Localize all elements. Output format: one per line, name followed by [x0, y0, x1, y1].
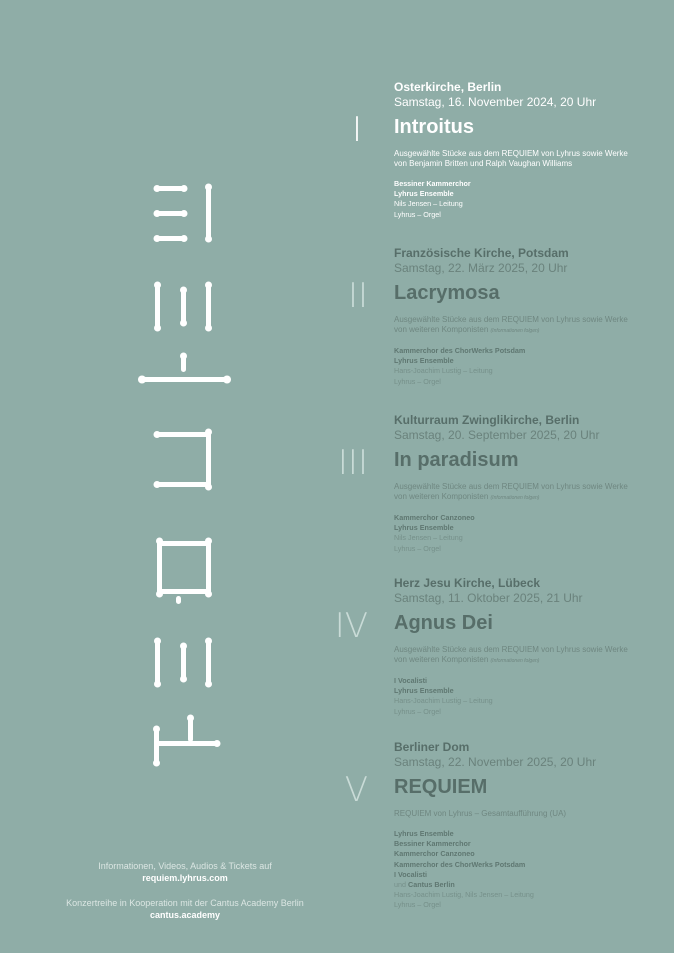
logo-letter-m: [154, 282, 212, 332]
coop-footer: [0, 897, 370, 921]
concert-title: REQUIEM: [394, 776, 488, 798]
performer: Bessiner Kammerchor: [394, 179, 471, 188]
performer: Lyhrus Ensemble: [394, 189, 454, 199]
logo-letter-q: [156, 538, 212, 605]
info-link[interactable]: requiem.lyhrus.com: [142, 873, 228, 883]
concert-block: [394, 740, 664, 911]
concert-description: [394, 482, 634, 503]
performer-and-line: [394, 880, 664, 890]
performer: Kammerchor Canzoneo: [394, 849, 475, 859]
performer: I Vocalisti: [394, 676, 428, 685]
concert-block: [394, 246, 664, 387]
concert-date: Samstag, 20. September 2025, 20 Uhr: [394, 428, 600, 442]
concert-title: Lacrymosa: [394, 282, 500, 304]
performer-role: Hans-Joachim Lustig – Leitung: [394, 366, 493, 376]
concert-block: [394, 576, 664, 717]
concert-venue: Kulturraum Zwinglikirche, Berlin: [394, 413, 580, 427]
info-footer: [0, 860, 370, 884]
performer-role: Lyhrus – Orgel: [394, 706, 441, 716]
performer-role: Nils Jensen – Leitung: [394, 533, 463, 543]
concert-description: [394, 645, 634, 666]
concert-numeral: I: [351, 110, 362, 150]
concert-description: [394, 315, 634, 336]
info-line: Informationen, Videos, Audios & Tickets auf: [98, 861, 272, 871]
concert-title: Agnus Dei: [394, 612, 493, 634]
performer: Lyhrus Ensemble: [394, 686, 454, 696]
description-text: Ausgewählte Stücke aus dem REQUIEM von Lyhrus sowie Werke von weiteren Komponisten: [394, 315, 628, 334]
performer: Lyhrus Ensemble: [394, 523, 454, 533]
concert-date: Samstag, 22. März 2025, 20 Uhr: [394, 261, 568, 275]
performer: I Vocalisti: [394, 869, 428, 879]
description-note: (Informationen folgen): [490, 495, 540, 501]
concert-block: [394, 413, 664, 554]
performer: Cantus Berlin: [408, 880, 455, 890]
performer-role: Hans-Joachim Lustig – Leitung: [394, 696, 493, 706]
coop-link[interactable]: cantus.academy: [149, 910, 221, 920]
performer-role: Hans-Joachim Lustig, Nils Jensen – Leitung: [394, 890, 534, 900]
concert-numeral: II: [347, 276, 368, 316]
concert-date: Samstag, 11. Oktober 2025, 21 Uhr: [394, 591, 583, 605]
performers: [394, 346, 664, 387]
performer-role: Lyhrus – Orgel: [394, 376, 441, 386]
performers: [394, 179, 664, 220]
concert-venue: Berliner Dom: [394, 740, 470, 754]
concert-date: Samstag, 22. November 2025, 20 Uhr: [394, 755, 597, 769]
performer: Bessiner Kammerchor: [394, 839, 471, 849]
concert-date: Samstag, 16. November 2024, 20 Uhr: [394, 95, 597, 109]
performers: [394, 676, 664, 717]
performer: Lyhrus Ensemble: [394, 829, 454, 838]
performer-role: Lyhrus – Orgel: [394, 900, 441, 910]
description-text: Ausgewählte Stücke aus dem REQUIEM von Lyhrus sowie Werke von Benjamin Britten und Ralph Vaughan Williams: [394, 149, 628, 168]
performer-role: Lyhrus – Orgel: [394, 209, 441, 219]
performer-role: Nils Jensen – Leitung: [394, 199, 463, 209]
concert-description: [394, 809, 634, 819]
performers: [394, 513, 664, 554]
logo-letter-i: [138, 353, 231, 384]
logo-letter-r: [153, 715, 221, 767]
description-text: Ausgewählte Stücke aus dem REQUIEM von Lyhrus sowie Werke von weiteren Komponisten: [394, 645, 628, 664]
description-note: (Informationen folgen): [490, 658, 540, 664]
performer: Kammerchor des ChorWerks Potsdam: [394, 346, 526, 355]
coop-line: Konzertreihe in Kooperation mit der Cantus Academy Berlin: [66, 898, 304, 908]
performer: Lyhrus Ensemble: [394, 356, 454, 366]
concert-numeral: V: [344, 770, 368, 810]
concert-title: Introitus: [394, 116, 474, 138]
performer-role: Lyhrus – Orgel: [394, 543, 441, 553]
performer: Kammerchor Canzoneo: [394, 513, 475, 522]
performers: [394, 829, 664, 911]
concert-description: [394, 149, 634, 169]
description-text: REQUIEM von Lyhrus – Gesamtaufführung (UA): [394, 809, 567, 818]
concert-block: [394, 80, 664, 220]
logo-letter-u: [154, 429, 213, 491]
and-prefix: und: [394, 880, 406, 890]
logo-letter-e1: [154, 184, 213, 243]
concert-venue: Herz Jesu Kirche, Lübeck: [394, 576, 541, 590]
description-note: (Informationen folgen): [490, 328, 540, 334]
performer: Kammerchor des ChorWerks Potsdam: [394, 859, 526, 869]
concert-venue: Osterkirche, Berlin: [394, 80, 502, 94]
concert-venue: Französische Kirche, Potsdam: [394, 246, 569, 260]
description-text: Ausgewählte Stücke aus dem REQUIEM von Lyhrus sowie Werke von weiteren Komponisten: [394, 482, 628, 501]
concert-title: In paradisum: [394, 449, 519, 471]
concert-numeral: III: [337, 443, 368, 483]
concert-numeral: IV: [334, 606, 368, 646]
logo-letter-e2: [154, 638, 212, 688]
